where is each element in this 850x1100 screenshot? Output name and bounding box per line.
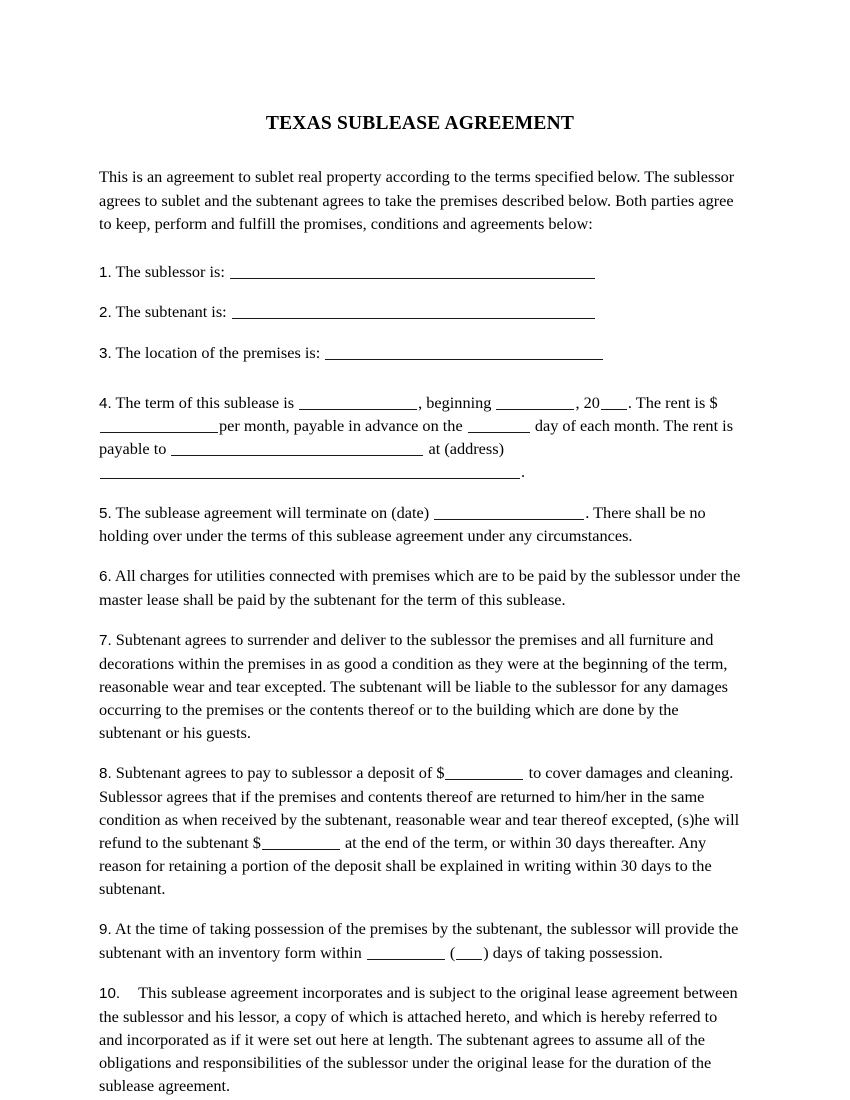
clause-5-text-1: The sublease agreement will terminate on (date) <box>115 502 430 522</box>
clause-4-text-5: per month, payable in advance on the <box>219 416 463 436</box>
clause-8-number: 8. <box>99 765 112 783</box>
clause-4-address-blank[interactable] <box>100 463 520 479</box>
clause-3-text: The location of the premises is: <box>115 342 321 362</box>
clause-8 <box>99 761 741 900</box>
clause-9-text-2: ( <box>449 942 456 962</box>
clause-4-number: 4. <box>99 394 112 412</box>
clause-5-number: 5. <box>99 504 112 522</box>
clause-8-text-3: at the end of the term, or within 30 days thereafter. Any reason for retaining a portion of the deposit shall be explained in writing within 30 days to the subtenant. <box>99 832 712 899</box>
document-body <box>99 112 741 1100</box>
clause-9-text-3: ) days of taking possession. <box>483 942 663 962</box>
clause-2 <box>99 300 741 324</box>
clause-9-number: 9. <box>99 921 112 939</box>
clause-4 <box>99 391 741 484</box>
clause-2-text: The subtenant is: <box>115 302 227 322</box>
clause-7-number: 7. <box>99 631 112 649</box>
clause-1-text: The sublessor is: <box>115 261 225 281</box>
clause-8-deposit-blank[interactable] <box>445 764 523 780</box>
clause-10-text: This sublease agreement incorporates and is subject to the original lease agreement between the sublessor and his lessor, a copy of which is attached hereto, and which is hereby referred to and incorporated as if it were set out here at length. The subtenant agrees to assume all of the obligations and responsibilities of the sublessor under the original lease for the duration of the sublease agreement. <box>99 983 738 1096</box>
clause-9 <box>99 917 741 964</box>
clause-2-number: 2. <box>99 304 112 322</box>
clause-6-text: All charges for utilities connected with premises which are to be paid by the sublessor under the master lease shall be paid by the subtenant for the term of this sublease. <box>99 566 741 609</box>
clause-6-number: 6. <box>99 568 112 586</box>
clause-3 <box>99 341 741 365</box>
clause-6 <box>99 564 741 611</box>
clause-7-text: Subtenant agrees to surrender and deliver to the sublessor the premises and all furniture and decorations within the premises in as good a condition as they were at the beginning of the term, reasonable wear and tear excepted. The subtenant will be liable to the sublessor for any damages occurring to the premises or the contents thereof or to the building which are done by the subtenant or his guests. <box>99 629 729 742</box>
clause-7 <box>99 628 741 744</box>
clause-4-text-1: The term of this sublease is <box>115 392 295 412</box>
clause-4-text-8: . <box>521 462 526 482</box>
clause-4-text-6: day of each month. The rent is payable to <box>99 416 734 459</box>
clause-9-text-1: At the time of taking possession of the premises by the subtenant, the sublessor will provide the subtenant with an inventory form within <box>99 919 739 962</box>
clause-4-year-blank[interactable] <box>601 394 627 410</box>
clause-3-location-blank[interactable] <box>325 344 603 360</box>
intro-paragraph: This is an agreement to sublet real property according to the terms specified below. The sublessor agrees to sublet and the subtenant agrees to take the premises described below. Both parties agree to keep, perform and fulfill the promises, conditions and agreements below: <box>99 167 735 233</box>
clause-8-refund-blank[interactable] <box>262 834 340 850</box>
clause-8-text-2: to cover damages and cleaning. Sublessor agrees that if the premises and contents thereof are returned to him/her in the same condition as when received by the subtenant, reasonable wear and tear thereof excepted, (s)he will refund to the subtenant $ <box>99 763 740 852</box>
clause-9-days-blank[interactable] <box>367 944 445 960</box>
clause-4-text-2: , beginning <box>418 392 492 412</box>
clause-1-number: 1. <box>99 263 112 281</box>
page-title: TEXAS SUBLEASE AGREEMENT <box>265 113 575 134</box>
clause-4-day-blank[interactable] <box>468 417 530 433</box>
clause-8-text-1: Subtenant agrees to pay to sublessor a deposit of $ <box>115 763 445 783</box>
clause-3-number: 3. <box>99 344 112 362</box>
clause-5-text-2: . There shall be no holding over under the terms of this sublease agreement under any circumstances. <box>99 502 706 546</box>
clause-10-number: 10. <box>99 985 121 1003</box>
clause-2-subtenant-blank[interactable] <box>232 303 595 319</box>
clause-1-sublessor-blank[interactable] <box>230 263 595 279</box>
clause-4-text-3: , 20 <box>575 392 600 412</box>
clause-1 <box>99 260 741 284</box>
clause-4-payable-to-blank[interactable] <box>171 440 423 456</box>
clause-5-date-blank[interactable] <box>434 504 584 520</box>
clause-10 <box>99 981 741 1097</box>
clause-4-text-7: at (address) <box>428 439 505 459</box>
clause-5 <box>99 501 741 548</box>
clause-4-text-4: . The rent is $ <box>627 392 718 412</box>
clause-4-rent-amount-blank[interactable] <box>100 417 218 433</box>
clause-4-beginning-blank[interactable] <box>496 394 574 410</box>
clause-4-term-blank[interactable] <box>299 394 417 410</box>
clause-9-days-numeral-blank[interactable] <box>456 944 482 960</box>
